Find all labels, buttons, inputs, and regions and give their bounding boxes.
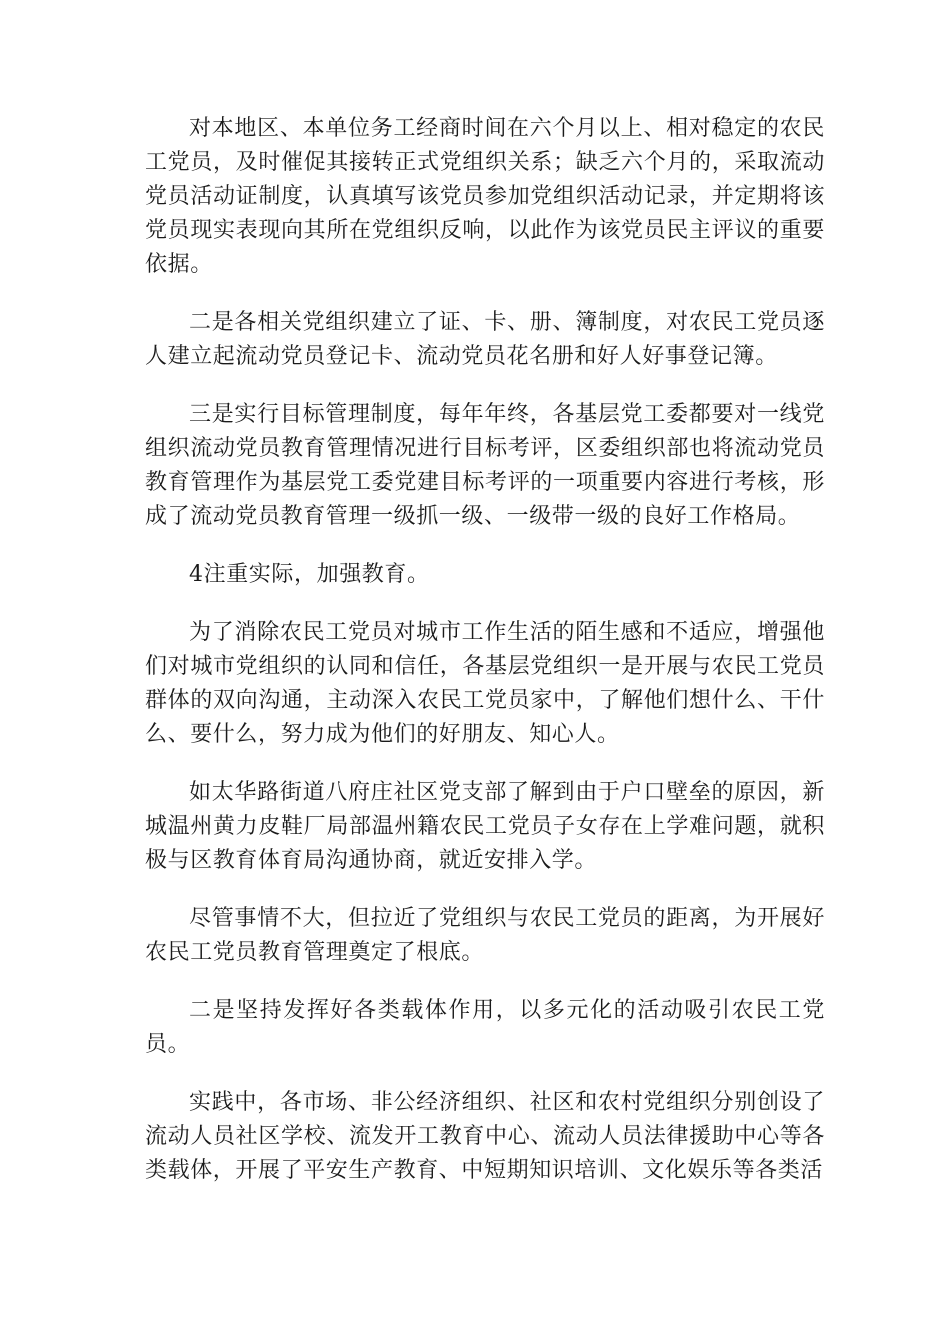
paragraph-3: 三是实行目标管理制度，每年年终，各基层党工委都要对一线党组织流动党员教育管理情况进行目标考评，区委组织部也将流动党员教育管理作为基层党工委党建目标考评的一项重要内容进行考核，形成了流动党员教育管理一级抓一级、一级带一级的良好工作格局。 [145, 402, 825, 529]
paragraph-7: 尽管事情不大，但拉近了党组织与农民工党员的距离，为开展好农民工党员教育管理奠定了根底。 [145, 906, 825, 965]
paragraph-6: 如太华路街道八府庄社区党支部了解到由于户口壁垒的原因，新城温州黄力皮鞋厂局部温州籍农民工党员子女存在上学难问题，就积极与区教育体育局沟通协商，就近安排入学。 [145, 780, 825, 873]
paragraph-1: 对本地区、本单位务工经商时间在六个月以上、相对稳定的农民工党员，及时催促其接转正式党组织关系；缺乏六个月的，采取流动党员活动证制度，认真填写该党员参加党组织活动记录，并定期将该党员现实表现向其所在党组织反响，以此作为该党员民主评议的重要依据。 [145, 116, 825, 277]
document-body [145, 112, 825, 1212]
paragraph-2: 二是各相关党组织建立了证、卡、册、簿制度，对农民工党员逐人建立起流动党员登记卡、流动党员花名册和好人好事登记簿。 [145, 310, 825, 369]
paragraph-5: 为了消除农民工党员对城市工作生活的陌生感和不适应，增强他们对城市党组织的认同和信任，各基层党组织一是开展与农民工党员群体的双向沟通，主动深入农民工党员家中，了解他们想什么、干什么、要什么，努力成为他们的好朋友、知心人。 [145, 620, 825, 747]
paragraph-9: 实践中，各市场、非公经济组织、社区和农村党组织分别创设了流动人员社区学校、流发开工教育中心、流动人员法律援助中心等各类载体，开展了平安生产教育、中短期知识培训、文化娱乐等各类活 [145, 1090, 825, 1183]
paragraph-4-heading: 4注重实际，加强教育。 [189, 562, 430, 587]
paragraph-8: 二是坚持发挥好各类载体作用，以多元化的活动吸引农民工党员。 [145, 998, 825, 1057]
